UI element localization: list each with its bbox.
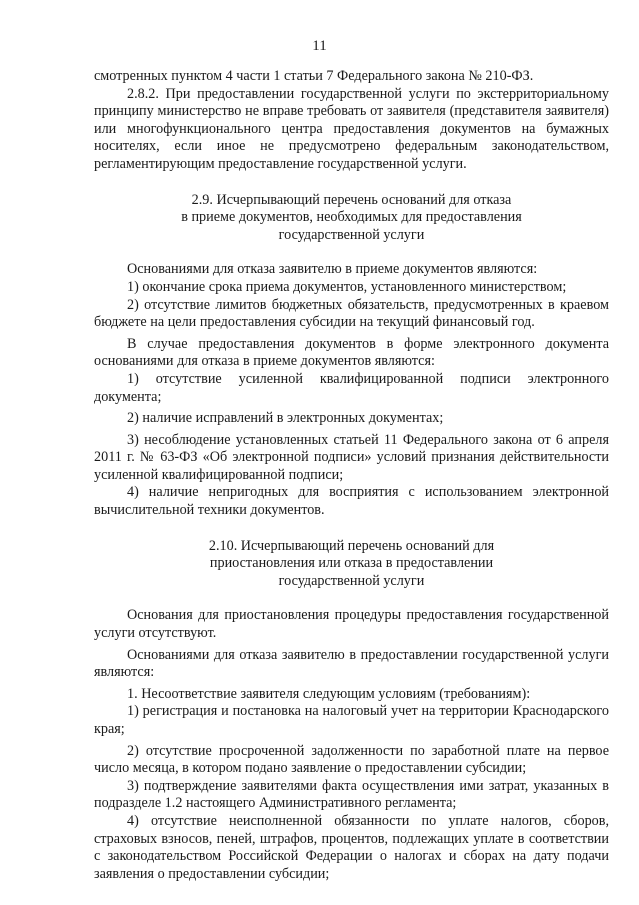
heading-line: 2.9. Исчерпывающий перечень оснований для отказа xyxy=(191,191,512,208)
list-item: 1) регистрация и постановка на налоговый учет на территории Краснодарского края; xyxy=(94,703,609,737)
heading-line: 2.10. Исчерпывающий перечень оснований для xyxy=(208,537,495,554)
list-item: 1) окончание срока приема документов, установленного министерством; xyxy=(127,278,567,295)
heading-line: государственной услуги xyxy=(278,226,425,243)
paragraph: В случае предоставления документов в форме электронного документа основаниями для отказа в приеме документов являются: xyxy=(94,335,609,370)
list-item: 2) наличие исправлений в электронных документах; xyxy=(127,410,444,427)
paragraph: смотренных пунктом 4 части 1 статьи 7 Федерального закона № 210-ФЗ. xyxy=(94,68,534,84)
paragraph: 2.8.2. При предоставлении государственной услуги по экстерриториальному принципу министерство не вправе требовать от заявителя (представителя заявителя) или многофункционального центра предоставления документов на бумажных носителях, если иное не предусмотрено федеральным законодательством, регламентирующим предоставление государственной услуги. xyxy=(94,85,609,172)
paragraph: Основаниями для отказа заявителю в предоставлении государственной услуги являются: xyxy=(94,646,609,681)
list-item: 3) подтверждение заявителями факта осуществления ими затрат, указанных в подразделе 1.2 настоящего Административного регламента; xyxy=(94,777,609,812)
list-item: 2) отсутствие лимитов бюджетных обязательств, предусмотренных в краевом бюджете на цели предоставления субсидии на текущий финансовый год. xyxy=(94,296,609,331)
heading-line: приостановления или отказа в предоставлении xyxy=(209,555,494,572)
document-body xyxy=(94,68,609,883)
section-heading-2-9 xyxy=(94,192,609,245)
paragraph: Основаниями для отказа заявителю в приеме документов являются: xyxy=(127,261,538,278)
paragraph: 1. Несоответствие заявителя следующим условиям (требованиям): xyxy=(127,685,531,702)
heading-line: в приеме документов, необходимых для предоставления xyxy=(181,209,522,226)
list-item: 1) отсутствие усиленной квалифицированной подписи электронного документа; xyxy=(94,370,609,405)
list-item: 4) отсутствие неисполненной обязанности по уплате налогов, сборов, страховых взносов, пеней, штрафов, процентов, подлежащих уплате в соответствии с законодательством Российской Федерации о налогах и сборах на дату подачи заявления о предоставлении субсидии; xyxy=(94,812,609,882)
page-number: 11 xyxy=(312,38,327,54)
section-heading-2-10 xyxy=(94,538,609,591)
list-item: 3) несоблюдение установленных статьей 11 Федерального закона от 6 апреля 2011 г. № 63-ФЗ «Об электронной подписи» условий признания действительности усиленной квалифицированной подписи; xyxy=(94,431,609,483)
paragraph: Основания для приостановления процедуры предоставления государственной услуги отсутствуют. xyxy=(94,607,609,642)
heading-line: государственной услуги xyxy=(278,572,425,589)
list-item: 4) наличие непригодных для восприятия с использованием электронной вычислительной техники документов. xyxy=(94,484,609,519)
list-item: 2) отсутствие просроченной задолженности по заработной плате на первое число месяца, в котором подано заявление о предоставлении субсидии; xyxy=(94,742,609,777)
